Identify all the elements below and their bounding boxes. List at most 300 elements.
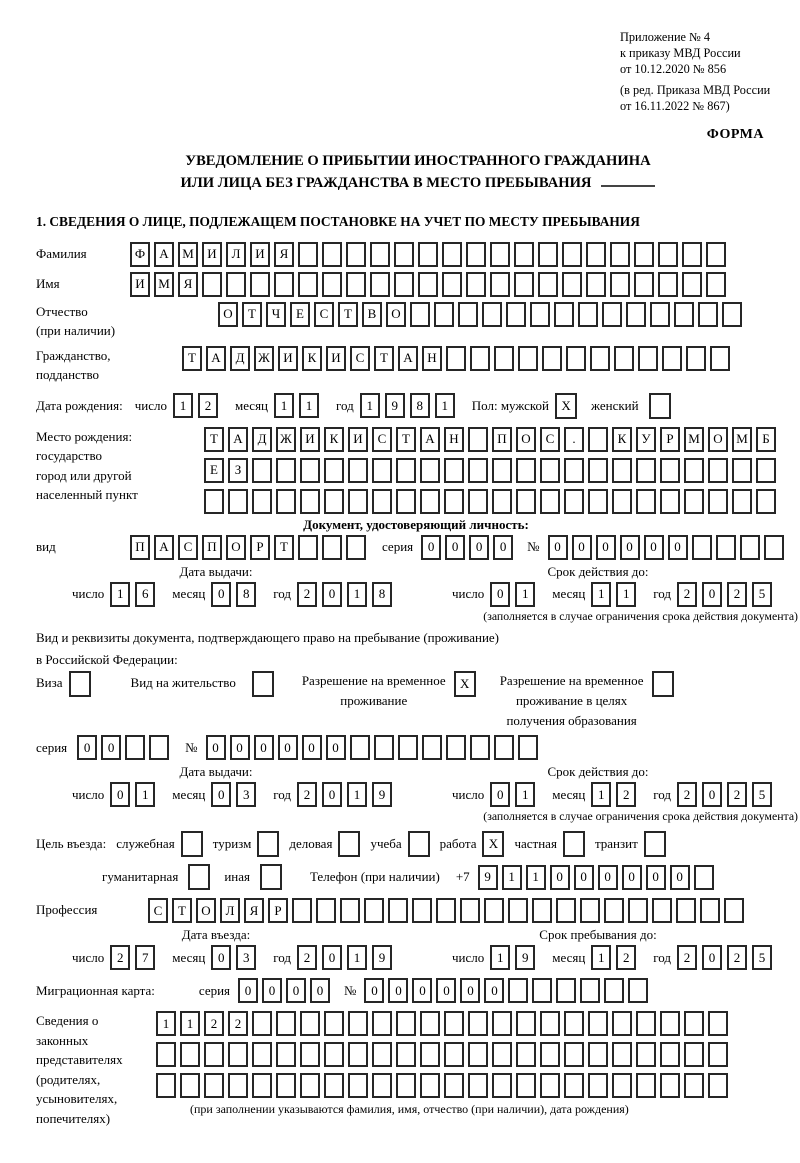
char-cell[interactable] bbox=[442, 242, 462, 267]
temp-residence-education-checkbox[interactable] bbox=[652, 671, 674, 697]
char-cell[interactable]: 0 bbox=[702, 782, 722, 807]
char-cell[interactable] bbox=[508, 898, 528, 923]
char-cell[interactable]: 0 bbox=[668, 535, 688, 560]
char-cell[interactable]: Т bbox=[374, 346, 394, 371]
purpose-official-checkbox[interactable] bbox=[181, 831, 203, 857]
char-cell[interactable] bbox=[149, 735, 169, 760]
char-cell[interactable] bbox=[660, 1011, 680, 1036]
char-cell[interactable] bbox=[538, 242, 558, 267]
char-cell[interactable] bbox=[514, 272, 534, 297]
char-cell[interactable]: 0 bbox=[110, 782, 130, 807]
purpose-private-checkbox[interactable] bbox=[563, 831, 585, 857]
char-cell[interactable] bbox=[276, 458, 296, 483]
char-cell[interactable] bbox=[468, 427, 488, 452]
char-cell[interactable]: Т bbox=[242, 302, 262, 327]
char-cell[interactable] bbox=[470, 346, 490, 371]
char-cell[interactable] bbox=[468, 489, 488, 514]
char-cell[interactable]: 0 bbox=[670, 865, 690, 890]
char-cell[interactable] bbox=[634, 242, 654, 267]
char-cell[interactable] bbox=[724, 898, 744, 923]
char-cell[interactable] bbox=[652, 898, 672, 923]
char-cell[interactable]: 2 bbox=[204, 1011, 224, 1036]
char-cell[interactable] bbox=[204, 1073, 224, 1098]
char-cell[interactable]: 8 bbox=[410, 393, 430, 418]
char-cell[interactable] bbox=[482, 302, 502, 327]
char-cell[interactable] bbox=[732, 489, 752, 514]
char-cell[interactable]: Т bbox=[172, 898, 192, 923]
char-cell[interactable]: 0 bbox=[548, 535, 568, 560]
char-cell[interactable]: 0 bbox=[646, 865, 666, 890]
char-cell[interactable] bbox=[636, 1073, 656, 1098]
char-cell[interactable]: М bbox=[684, 427, 704, 452]
char-cell[interactable]: С bbox=[148, 898, 168, 923]
char-cell[interactable]: Н bbox=[444, 427, 464, 452]
char-cell[interactable] bbox=[252, 458, 272, 483]
char-cell[interactable] bbox=[580, 898, 600, 923]
char-cell[interactable] bbox=[300, 489, 320, 514]
char-cell[interactable] bbox=[204, 1042, 224, 1067]
char-cell[interactable] bbox=[346, 242, 366, 267]
char-cell[interactable]: 2 bbox=[110, 945, 130, 970]
char-cell[interactable] bbox=[588, 1042, 608, 1067]
char-cell[interactable] bbox=[660, 489, 680, 514]
char-cell[interactable]: Т bbox=[274, 535, 294, 560]
char-cell[interactable] bbox=[694, 865, 714, 890]
char-cell[interactable] bbox=[508, 978, 528, 1003]
char-cell[interactable] bbox=[610, 242, 630, 267]
char-cell[interactable]: Ж bbox=[276, 427, 296, 452]
char-cell[interactable] bbox=[468, 458, 488, 483]
char-cell[interactable] bbox=[492, 1073, 512, 1098]
char-cell[interactable]: С bbox=[178, 535, 198, 560]
char-cell[interactable]: П bbox=[492, 427, 512, 452]
char-cell[interactable] bbox=[662, 346, 682, 371]
char-cell[interactable] bbox=[684, 458, 704, 483]
char-cell[interactable] bbox=[276, 1073, 296, 1098]
char-cell[interactable] bbox=[372, 458, 392, 483]
char-cell[interactable] bbox=[492, 1011, 512, 1036]
char-cell[interactable] bbox=[628, 978, 648, 1003]
char-cell[interactable] bbox=[740, 535, 760, 560]
char-cell[interactable]: 9 bbox=[372, 945, 392, 970]
char-cell[interactable] bbox=[470, 735, 490, 760]
char-cell[interactable] bbox=[684, 1011, 704, 1036]
purpose-business-checkbox[interactable] bbox=[338, 831, 360, 857]
char-cell[interactable] bbox=[444, 458, 464, 483]
char-cell[interactable] bbox=[446, 735, 466, 760]
char-cell[interactable]: И bbox=[130, 272, 150, 297]
char-cell[interactable]: 0 bbox=[572, 535, 592, 560]
char-cell[interactable]: К bbox=[324, 427, 344, 452]
char-cell[interactable] bbox=[554, 302, 574, 327]
char-cell[interactable] bbox=[514, 242, 534, 267]
char-cell[interactable] bbox=[604, 898, 624, 923]
char-cell[interactable] bbox=[226, 272, 246, 297]
char-cell[interactable]: 2 bbox=[677, 582, 697, 607]
char-cell[interactable]: И bbox=[202, 242, 222, 267]
char-cell[interactable]: 0 bbox=[310, 978, 330, 1003]
purpose-transit-checkbox[interactable] bbox=[644, 831, 666, 857]
char-cell[interactable] bbox=[626, 302, 646, 327]
char-cell[interactable] bbox=[372, 1011, 392, 1036]
char-cell[interactable]: 2 bbox=[198, 393, 218, 418]
char-cell[interactable] bbox=[468, 1073, 488, 1098]
residence-permit-checkbox[interactable] bbox=[252, 671, 274, 697]
char-cell[interactable] bbox=[492, 458, 512, 483]
char-cell[interactable]: О bbox=[196, 898, 216, 923]
char-cell[interactable] bbox=[612, 458, 632, 483]
char-cell[interactable]: Т bbox=[396, 427, 416, 452]
char-cell[interactable] bbox=[324, 458, 344, 483]
char-cell[interactable] bbox=[660, 1042, 680, 1067]
char-cell[interactable] bbox=[516, 489, 536, 514]
char-cell[interactable] bbox=[458, 302, 478, 327]
char-cell[interactable] bbox=[372, 1073, 392, 1098]
char-cell[interactable]: 1 bbox=[173, 393, 193, 418]
char-cell[interactable]: 1 bbox=[360, 393, 380, 418]
char-cell[interactable]: Т bbox=[182, 346, 202, 371]
char-cell[interactable] bbox=[684, 1042, 704, 1067]
char-cell[interactable] bbox=[348, 458, 368, 483]
char-cell[interactable] bbox=[492, 1042, 512, 1067]
char-cell[interactable]: 1 bbox=[502, 865, 522, 890]
char-cell[interactable]: 1 bbox=[515, 782, 535, 807]
char-cell[interactable]: И bbox=[348, 427, 368, 452]
char-cell[interactable]: 1 bbox=[299, 393, 319, 418]
char-cell[interactable]: 1 bbox=[490, 945, 510, 970]
char-cell[interactable] bbox=[340, 898, 360, 923]
char-cell[interactable]: 0 bbox=[278, 735, 298, 760]
char-cell[interactable] bbox=[420, 1073, 440, 1098]
char-cell[interactable] bbox=[564, 1073, 584, 1098]
char-cell[interactable]: 1 bbox=[156, 1011, 176, 1036]
char-cell[interactable] bbox=[628, 898, 648, 923]
char-cell[interactable]: Я bbox=[274, 242, 294, 267]
char-cell[interactable] bbox=[422, 735, 442, 760]
char-cell[interactable]: 0 bbox=[286, 978, 306, 1003]
char-cell[interactable] bbox=[708, 1011, 728, 1036]
char-cell[interactable]: 1 bbox=[591, 945, 611, 970]
char-cell[interactable]: Я bbox=[244, 898, 264, 923]
char-cell[interactable]: М bbox=[732, 427, 752, 452]
char-cell[interactable] bbox=[300, 1073, 320, 1098]
char-cell[interactable]: Е bbox=[290, 302, 310, 327]
char-cell[interactable]: 2 bbox=[297, 782, 317, 807]
char-cell[interactable] bbox=[532, 898, 552, 923]
char-cell[interactable] bbox=[556, 898, 576, 923]
char-cell[interactable] bbox=[300, 1011, 320, 1036]
char-cell[interactable] bbox=[710, 346, 730, 371]
char-cell[interactable] bbox=[420, 489, 440, 514]
char-cell[interactable]: И bbox=[250, 242, 270, 267]
char-cell[interactable]: Я bbox=[178, 272, 198, 297]
char-cell[interactable] bbox=[636, 458, 656, 483]
char-cell[interactable] bbox=[324, 1011, 344, 1036]
char-cell[interactable] bbox=[156, 1042, 176, 1067]
char-cell[interactable]: 2 bbox=[616, 782, 636, 807]
char-cell[interactable] bbox=[700, 898, 720, 923]
char-cell[interactable]: 9 bbox=[478, 865, 498, 890]
char-cell[interactable] bbox=[698, 302, 718, 327]
char-cell[interactable] bbox=[708, 458, 728, 483]
char-cell[interactable]: 8 bbox=[372, 582, 392, 607]
char-cell[interactable]: 1 bbox=[347, 582, 367, 607]
char-cell[interactable]: А bbox=[420, 427, 440, 452]
char-cell[interactable]: 0 bbox=[322, 945, 342, 970]
char-cell[interactable] bbox=[516, 1073, 536, 1098]
char-cell[interactable] bbox=[228, 1042, 248, 1067]
char-cell[interactable]: 7 bbox=[135, 945, 155, 970]
char-cell[interactable] bbox=[436, 898, 456, 923]
char-cell[interactable]: Р bbox=[268, 898, 288, 923]
char-cell[interactable] bbox=[756, 489, 776, 514]
char-cell[interactable]: 1 bbox=[616, 582, 636, 607]
char-cell[interactable]: 0 bbox=[254, 735, 274, 760]
char-cell[interactable]: 0 bbox=[469, 535, 489, 560]
char-cell[interactable] bbox=[394, 242, 414, 267]
char-cell[interactable]: 0 bbox=[702, 582, 722, 607]
char-cell[interactable] bbox=[274, 272, 294, 297]
char-cell[interactable]: А bbox=[206, 346, 226, 371]
char-cell[interactable] bbox=[612, 1073, 632, 1098]
sex-male-checkbox[interactable]: X bbox=[555, 393, 577, 419]
char-cell[interactable] bbox=[348, 489, 368, 514]
char-cell[interactable] bbox=[692, 535, 712, 560]
char-cell[interactable]: Ч bbox=[266, 302, 286, 327]
char-cell[interactable]: 0 bbox=[484, 978, 504, 1003]
char-cell[interactable]: 0 bbox=[326, 735, 346, 760]
char-cell[interactable]: 0 bbox=[460, 978, 480, 1003]
char-cell[interactable] bbox=[252, 489, 272, 514]
char-cell[interactable]: Л bbox=[226, 242, 246, 267]
char-cell[interactable] bbox=[466, 242, 486, 267]
char-cell[interactable]: 5 bbox=[752, 582, 772, 607]
char-cell[interactable] bbox=[756, 458, 776, 483]
char-cell[interactable] bbox=[300, 1042, 320, 1067]
char-cell[interactable]: И bbox=[300, 427, 320, 452]
char-cell[interactable]: 2 bbox=[677, 945, 697, 970]
char-cell[interactable] bbox=[516, 1042, 536, 1067]
char-cell[interactable]: 0 bbox=[550, 865, 570, 890]
char-cell[interactable]: 2 bbox=[297, 582, 317, 607]
char-cell[interactable] bbox=[250, 272, 270, 297]
char-cell[interactable] bbox=[634, 272, 654, 297]
char-cell[interactable] bbox=[420, 1011, 440, 1036]
char-cell[interactable] bbox=[444, 1073, 464, 1098]
char-cell[interactable] bbox=[636, 489, 656, 514]
char-cell[interactable]: А bbox=[154, 242, 174, 267]
char-cell[interactable] bbox=[516, 458, 536, 483]
char-cell[interactable]: 2 bbox=[727, 782, 747, 807]
char-cell[interactable] bbox=[578, 302, 598, 327]
char-cell[interactable] bbox=[604, 978, 624, 1003]
char-cell[interactable]: 0 bbox=[211, 582, 231, 607]
char-cell[interactable] bbox=[490, 242, 510, 267]
char-cell[interactable] bbox=[228, 489, 248, 514]
char-cell[interactable]: 0 bbox=[598, 865, 618, 890]
char-cell[interactable] bbox=[398, 735, 418, 760]
char-cell[interactable] bbox=[686, 346, 706, 371]
char-cell[interactable] bbox=[324, 489, 344, 514]
char-cell[interactable]: П bbox=[130, 535, 150, 560]
char-cell[interactable]: 1 bbox=[347, 945, 367, 970]
char-cell[interactable] bbox=[418, 272, 438, 297]
char-cell[interactable] bbox=[322, 272, 342, 297]
char-cell[interactable]: О bbox=[218, 302, 238, 327]
char-cell[interactable]: О bbox=[708, 427, 728, 452]
char-cell[interactable] bbox=[276, 1011, 296, 1036]
char-cell[interactable] bbox=[650, 302, 670, 327]
char-cell[interactable] bbox=[660, 458, 680, 483]
char-cell[interactable]: 9 bbox=[372, 782, 392, 807]
char-cell[interactable] bbox=[562, 272, 582, 297]
sex-female-checkbox[interactable] bbox=[649, 393, 671, 419]
char-cell[interactable] bbox=[610, 272, 630, 297]
char-cell[interactable]: 0 bbox=[412, 978, 432, 1003]
char-cell[interactable]: Н bbox=[422, 346, 442, 371]
char-cell[interactable]: 2 bbox=[616, 945, 636, 970]
char-cell[interactable]: 0 bbox=[644, 535, 664, 560]
char-cell[interactable] bbox=[564, 458, 584, 483]
char-cell[interactable] bbox=[580, 978, 600, 1003]
char-cell[interactable]: С bbox=[314, 302, 334, 327]
char-cell[interactable]: 0 bbox=[302, 735, 322, 760]
char-cell[interactable] bbox=[444, 1042, 464, 1067]
char-cell[interactable]: А bbox=[228, 427, 248, 452]
char-cell[interactable] bbox=[708, 1042, 728, 1067]
char-cell[interactable]: 0 bbox=[262, 978, 282, 1003]
char-cell[interactable] bbox=[396, 1073, 416, 1098]
char-cell[interactable]: И bbox=[278, 346, 298, 371]
char-cell[interactable] bbox=[588, 427, 608, 452]
char-cell[interactable] bbox=[350, 735, 370, 760]
char-cell[interactable] bbox=[586, 242, 606, 267]
char-cell[interactable] bbox=[532, 978, 552, 1003]
char-cell[interactable] bbox=[706, 272, 726, 297]
char-cell[interactable] bbox=[466, 272, 486, 297]
char-cell[interactable] bbox=[530, 302, 550, 327]
char-cell[interactable] bbox=[564, 1011, 584, 1036]
char-cell[interactable] bbox=[540, 1011, 560, 1036]
char-cell[interactable] bbox=[298, 272, 318, 297]
char-cell[interactable]: Р bbox=[660, 427, 680, 452]
char-cell[interactable] bbox=[602, 302, 622, 327]
char-cell[interactable] bbox=[388, 898, 408, 923]
char-cell[interactable]: 9 bbox=[515, 945, 535, 970]
char-cell[interactable] bbox=[204, 489, 224, 514]
char-cell[interactable]: 3 bbox=[236, 782, 256, 807]
char-cell[interactable]: 2 bbox=[228, 1011, 248, 1036]
char-cell[interactable]: 0 bbox=[620, 535, 640, 560]
char-cell[interactable]: 0 bbox=[421, 535, 441, 560]
char-cell[interactable]: К bbox=[612, 427, 632, 452]
purpose-study-checkbox[interactable] bbox=[408, 831, 430, 857]
char-cell[interactable] bbox=[180, 1073, 200, 1098]
char-cell[interactable] bbox=[324, 1042, 344, 1067]
char-cell[interactable] bbox=[564, 1042, 584, 1067]
char-cell[interactable] bbox=[444, 1011, 464, 1036]
char-cell[interactable]: И bbox=[326, 346, 346, 371]
char-cell[interactable]: 1 bbox=[591, 782, 611, 807]
char-cell[interactable] bbox=[588, 489, 608, 514]
char-cell[interactable]: 0 bbox=[436, 978, 456, 1003]
char-cell[interactable] bbox=[638, 346, 658, 371]
char-cell[interactable] bbox=[494, 346, 514, 371]
char-cell[interactable] bbox=[348, 1073, 368, 1098]
char-cell[interactable]: У bbox=[636, 427, 656, 452]
char-cell[interactable]: 0 bbox=[322, 582, 342, 607]
char-cell[interactable] bbox=[316, 898, 336, 923]
char-cell[interactable] bbox=[588, 458, 608, 483]
char-cell[interactable] bbox=[324, 1073, 344, 1098]
char-cell[interactable]: 8 bbox=[236, 582, 256, 607]
char-cell[interactable] bbox=[588, 1011, 608, 1036]
char-cell[interactable] bbox=[125, 735, 145, 760]
char-cell[interactable] bbox=[764, 535, 784, 560]
char-cell[interactable]: 0 bbox=[702, 945, 722, 970]
char-cell[interactable] bbox=[442, 272, 462, 297]
char-cell[interactable] bbox=[374, 735, 394, 760]
char-cell[interactable] bbox=[418, 242, 438, 267]
char-cell[interactable]: 0 bbox=[490, 582, 510, 607]
char-cell[interactable] bbox=[252, 1011, 272, 1036]
char-cell[interactable]: 2 bbox=[727, 945, 747, 970]
char-cell[interactable]: К bbox=[302, 346, 322, 371]
char-cell[interactable]: С bbox=[372, 427, 392, 452]
char-cell[interactable] bbox=[348, 1011, 368, 1036]
purpose-tourism-checkbox[interactable] bbox=[257, 831, 279, 857]
char-cell[interactable]: Т bbox=[338, 302, 358, 327]
char-cell[interactable]: 2 bbox=[677, 782, 697, 807]
char-cell[interactable] bbox=[516, 1011, 536, 1036]
char-cell[interactable] bbox=[540, 1073, 560, 1098]
char-cell[interactable] bbox=[590, 346, 610, 371]
char-cell[interactable]: Б bbox=[756, 427, 776, 452]
char-cell[interactable] bbox=[682, 242, 702, 267]
char-cell[interactable] bbox=[684, 1073, 704, 1098]
char-cell[interactable] bbox=[228, 1073, 248, 1098]
char-cell[interactable]: 2 bbox=[297, 945, 317, 970]
char-cell[interactable]: Д bbox=[252, 427, 272, 452]
char-cell[interactable] bbox=[676, 898, 696, 923]
char-cell[interactable] bbox=[540, 458, 560, 483]
char-cell[interactable] bbox=[396, 489, 416, 514]
temp-residence-checkbox[interactable]: X bbox=[454, 671, 476, 697]
char-cell[interactable]: 1 bbox=[274, 393, 294, 418]
char-cell[interactable] bbox=[614, 346, 634, 371]
char-cell[interactable] bbox=[252, 1042, 272, 1067]
char-cell[interactable]: 0 bbox=[574, 865, 594, 890]
char-cell[interactable]: 2 bbox=[727, 582, 747, 607]
char-cell[interactable] bbox=[566, 346, 586, 371]
char-cell[interactable] bbox=[394, 272, 414, 297]
char-cell[interactable] bbox=[542, 346, 562, 371]
char-cell[interactable]: А bbox=[154, 535, 174, 560]
char-cell[interactable]: 1 bbox=[180, 1011, 200, 1036]
char-cell[interactable] bbox=[732, 458, 752, 483]
char-cell[interactable] bbox=[460, 898, 480, 923]
char-cell[interactable]: 1 bbox=[347, 782, 367, 807]
char-cell[interactable]: . bbox=[564, 427, 584, 452]
char-cell[interactable] bbox=[494, 735, 514, 760]
char-cell[interactable]: В bbox=[362, 302, 382, 327]
char-cell[interactable] bbox=[682, 272, 702, 297]
char-cell[interactable] bbox=[708, 489, 728, 514]
char-cell[interactable]: Д bbox=[230, 346, 250, 371]
char-cell[interactable]: Т bbox=[204, 427, 224, 452]
char-cell[interactable] bbox=[556, 978, 576, 1003]
char-cell[interactable] bbox=[410, 302, 430, 327]
